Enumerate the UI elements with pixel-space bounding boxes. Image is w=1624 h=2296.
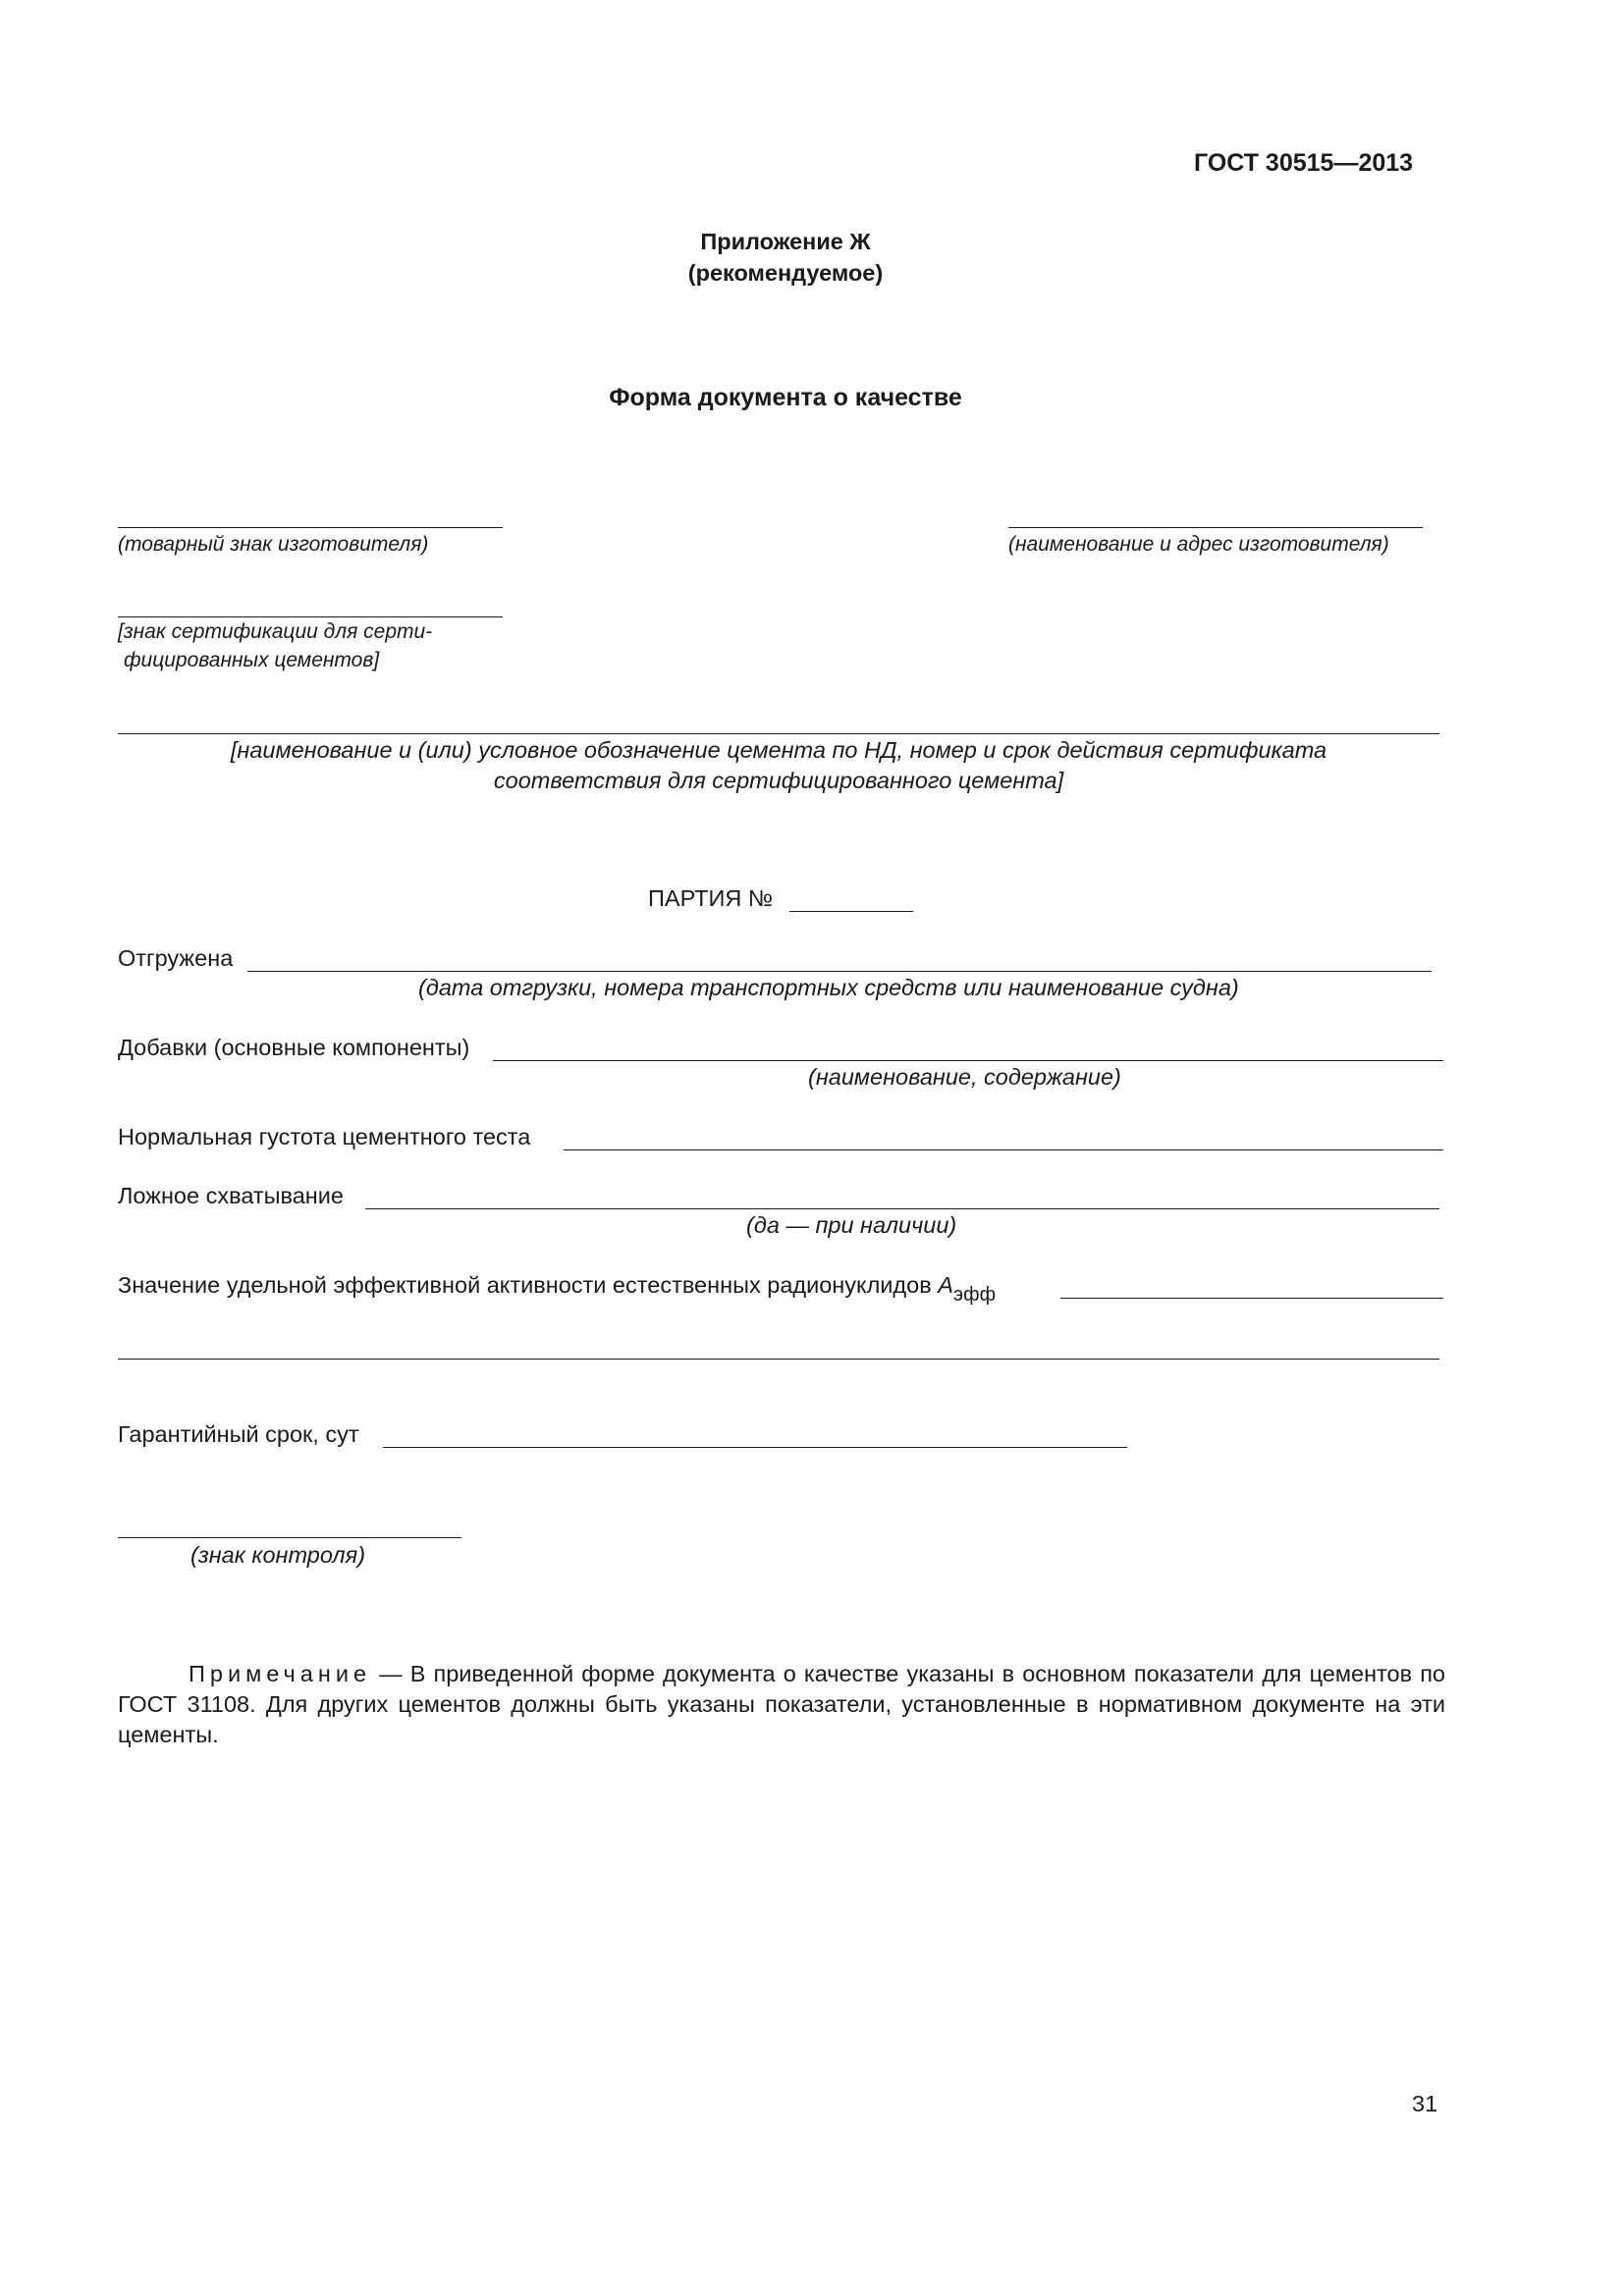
appendix-status: (рекомендуемое) bbox=[687, 260, 884, 286]
shipped-caption: (дата отгрузки, номера транспортных средств или наименование судна) bbox=[418, 975, 1239, 1000]
additives-caption: (наименование, содержание) bbox=[808, 1064, 1121, 1090]
radionuclide-field-line bbox=[1060, 1298, 1443, 1299]
shipped-label: Отгружена bbox=[118, 945, 234, 971]
trademark-field-line bbox=[118, 527, 503, 528]
batch-number-field-line bbox=[789, 911, 913, 912]
appendix-title: Приложение Ж bbox=[700, 229, 871, 254]
note-paragraph bbox=[118, 1659, 1445, 1750]
false-set-label: Ложное схватывание bbox=[118, 1183, 344, 1208]
radionuclide-label-text: Значение удельной эффективной активности естественных радионуклидов bbox=[118, 1272, 932, 1298]
radionuclide-continuation-line bbox=[118, 1359, 1439, 1360]
certification-field-line bbox=[118, 616, 503, 617]
false-set-field-line bbox=[365, 1208, 1439, 1209]
cement-caption-line1: [наименование и (или) условное обозначение цемента по НД, номер и срок действия сертификата bbox=[230, 737, 1327, 763]
additives-label: Добавки (основные компоненты) bbox=[118, 1035, 470, 1060]
radionuclide-label bbox=[118, 1271, 997, 1306]
batch-number-label: ПАРТИЯ № bbox=[648, 885, 774, 911]
trademark-caption: (товарный знак изготовителя) bbox=[118, 533, 429, 556]
manufacturer-caption: (наименование и адрес изготовителя) bbox=[1008, 533, 1389, 556]
control-mark-field-line bbox=[118, 1537, 461, 1538]
consistency-label: Нормальная густота цементного теста bbox=[118, 1124, 531, 1149]
additives-field-line bbox=[493, 1060, 1443, 1061]
manufacturer-field-line bbox=[1008, 527, 1423, 528]
consistency-field-line bbox=[564, 1149, 1443, 1150]
radionuclide-subscript: эфф bbox=[952, 1284, 997, 1306]
cement-name-field-line bbox=[118, 733, 1439, 734]
warranty-field-line bbox=[383, 1447, 1127, 1448]
shipped-field-line bbox=[247, 971, 1432, 972]
false-set-caption: (да — при наличии) bbox=[746, 1212, 957, 1238]
control-mark-caption: (знак контроля) bbox=[190, 1542, 366, 1568]
certification-caption-line2: фицированных цементов] bbox=[124, 649, 380, 671]
warranty-label: Гарантийный срок, сут bbox=[118, 1421, 359, 1447]
certification-caption-line1: [знак сертификации для серти- bbox=[118, 620, 433, 643]
note-text: — В приведенной форме документа о качестве указаны в основном показатели для цементов по ГОСТ 31108. Для других цементов должны быть указаны показатели, установленные в нормативном документе на эти цементы. bbox=[118, 1661, 1445, 1747]
standard-designation: ГОСТ 30515—2013 bbox=[1194, 149, 1414, 177]
radionuclide-symbol: A bbox=[938, 1272, 953, 1298]
form-title: Форма документа о качестве bbox=[609, 384, 962, 411]
cement-caption-line2: соответствия для сертифицированного цемента] bbox=[493, 768, 1064, 793]
note-prefix: Примечание bbox=[189, 1661, 372, 1686]
page-number: 31 bbox=[1412, 2091, 1438, 2116]
